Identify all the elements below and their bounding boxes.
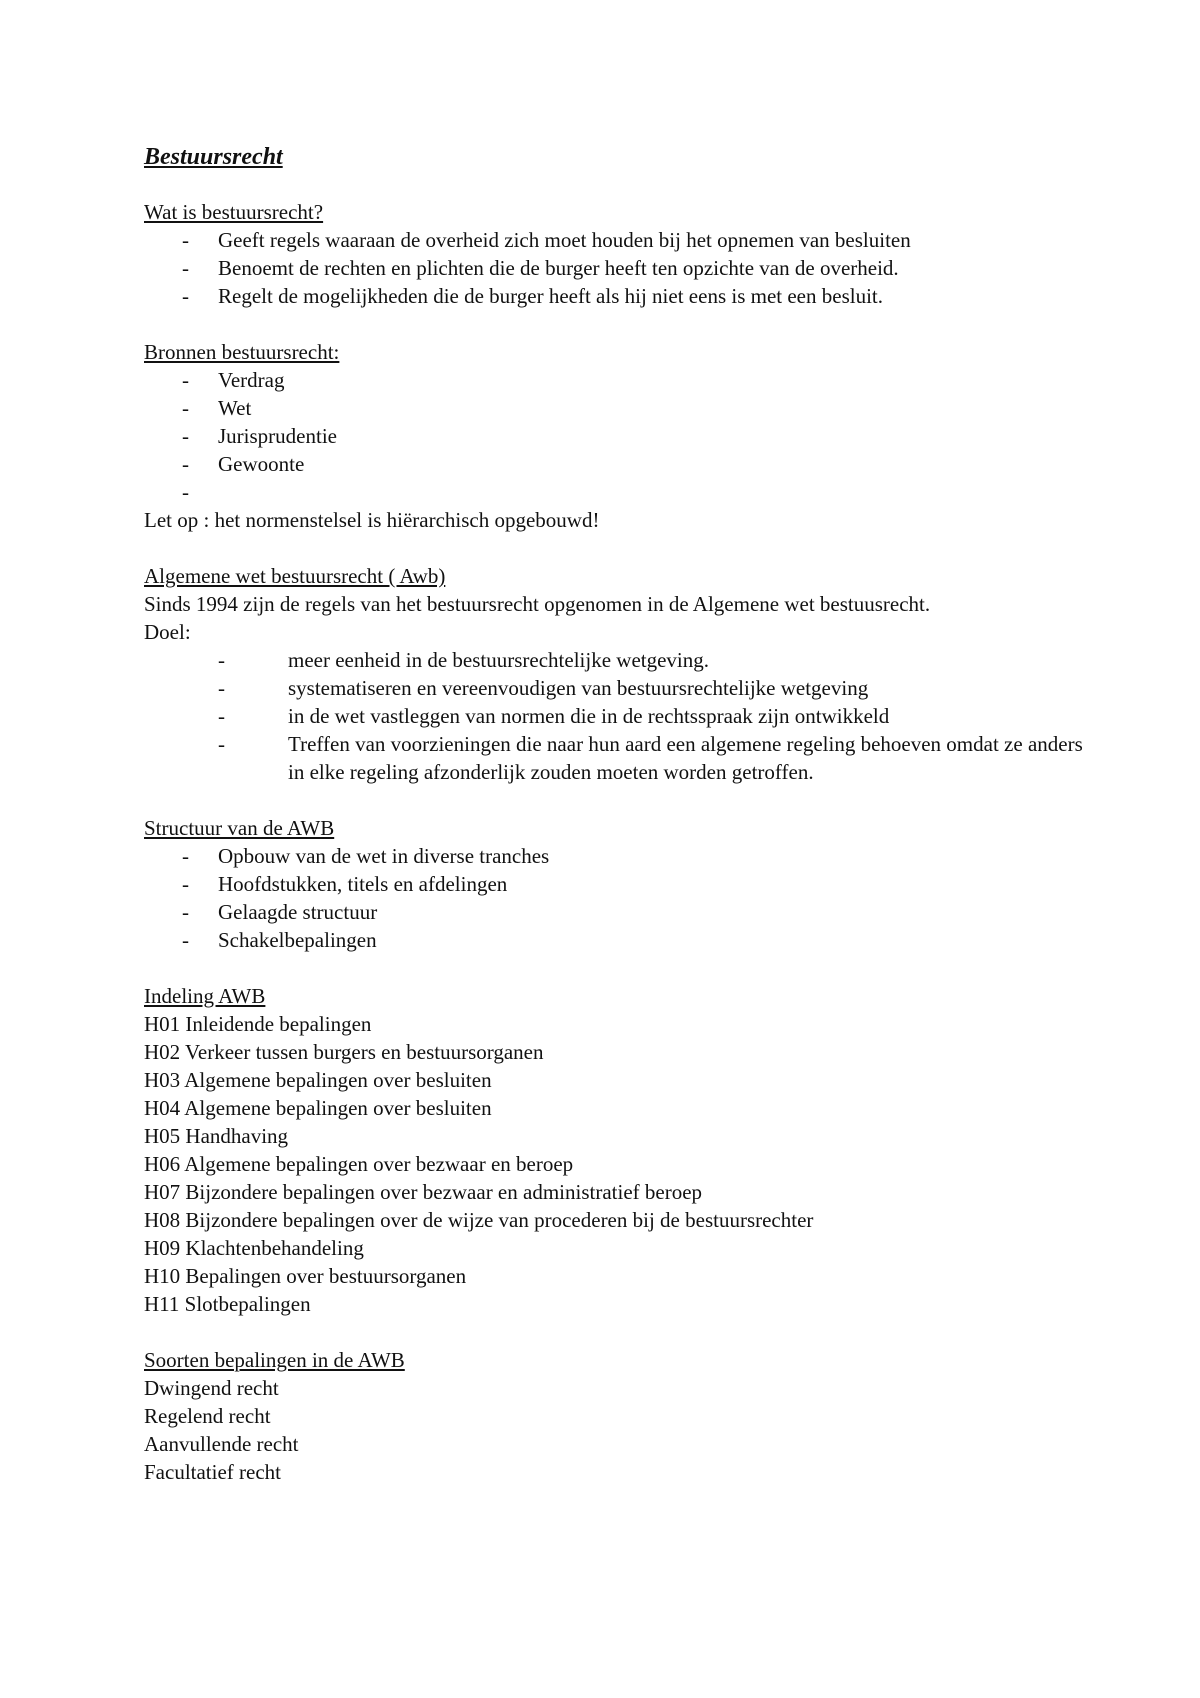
- chapter-line: H01 Inleidende bepalingen: [144, 1012, 372, 1036]
- list-item: [144, 450, 1084, 478]
- dash-bullet: -: [182, 424, 189, 448]
- note-normenstelsel: Let op : het normenstelsel is hiërarchisch opgebouwd!: [144, 508, 600, 532]
- dash-bullet: -: [218, 648, 225, 672]
- provision-type-line: Aanvullende recht: [144, 1432, 299, 1456]
- section-heading-soorten: Soorten bepalingen in de AWB: [144, 1348, 405, 1372]
- document-page: [144, 142, 1084, 1486]
- list-item: [144, 674, 1084, 702]
- dash-bullet: -: [218, 732, 225, 756]
- list-item-text: meer eenheid in de bestuursrechtelijke wetgeving.: [288, 648, 710, 672]
- dash-bullet: -: [218, 676, 225, 700]
- chapter-line: H02 Verkeer tussen burgers en bestuursorganen: [144, 1040, 544, 1064]
- spacer: [144, 786, 1084, 814]
- section-heading-awb: Algemene wet bestuursrecht ( Awb): [144, 564, 446, 588]
- list-item-text: Gelaagde structuur: [218, 900, 378, 924]
- section-heading-wat-is-bestuursrecht: Wat is bestuursrecht?: [144, 200, 324, 224]
- awb-intro: Sinds 1994 zijn de regels van het bestuursrecht opgenomen in de Algemene wet bestuusrecht.: [144, 592, 931, 616]
- list-item-text: Verdrag: [218, 368, 285, 392]
- spacer: [144, 310, 1084, 338]
- chapter-line: H11 Slotbepalingen: [144, 1292, 311, 1316]
- chapter-line: H05 Handhaving: [144, 1124, 289, 1148]
- chapter-line: H09 Klachtenbehandeling: [144, 1236, 364, 1260]
- list-item-text: Benoemt de rechten en plichten die de burger heeft ten opzichte van de overheid.: [218, 256, 899, 280]
- list-bronnen: [144, 366, 1084, 506]
- dash-bullet: -: [182, 872, 189, 896]
- list-item-text: systematiseren en vereenvoudigen van bestuursrechtelijke wetgeving: [288, 676, 869, 700]
- list-item-text: in de wet vastleggen van normen die in de rechtsspraak zijn ontwikkeld: [288, 704, 890, 728]
- chapter-line: H10 Bepalingen over bestuursorganen: [144, 1264, 467, 1288]
- dash-bullet: -: [182, 368, 189, 392]
- dash-bullet: -: [182, 256, 189, 280]
- list-item-text: Regelt de mogelijkheden die de burger heeft als hij niet eens is met een besluit.: [218, 284, 883, 308]
- list-wat-is-bestuursrecht: [144, 226, 1084, 310]
- list-item: [144, 646, 1084, 674]
- dash-bullet: -: [182, 900, 189, 924]
- list-item-text: Wet: [218, 396, 252, 420]
- provision-type-line: Facultatief recht: [144, 1460, 282, 1484]
- dash-bullet: -: [182, 396, 189, 420]
- provision-type-line: Dwingend recht: [144, 1376, 279, 1400]
- dash-bullet: -: [182, 480, 189, 504]
- list-item-text: Jurisprudentie: [218, 424, 337, 448]
- dash-bullet: -: [218, 704, 225, 728]
- list-item: [144, 926, 1084, 954]
- chapter-line: H07 Bijzondere bepalingen over bezwaar en administratief beroep: [144, 1180, 703, 1204]
- list-item: [144, 898, 1084, 926]
- list-item-text: Geeft regels waaraan de overheid zich moet houden bij het opnemen van besluiten: [218, 228, 911, 252]
- dash-bullet: -: [182, 284, 189, 308]
- chapter-line: H04 Algemene bepalingen over besluiten: [144, 1096, 492, 1120]
- dash-bullet: -: [182, 928, 189, 952]
- list-item: [144, 366, 1084, 394]
- document-title: Bestuursrecht: [144, 144, 283, 170]
- list-item-text: Gewoonte: [218, 452, 305, 476]
- list-item-empty: [144, 478, 1084, 506]
- list-item: [144, 226, 1084, 254]
- goal-label: Doel:: [144, 620, 191, 644]
- provision-type-line: Regelend recht: [144, 1404, 271, 1428]
- dash-bullet: -: [182, 228, 189, 252]
- list-item: [144, 254, 1084, 282]
- list-structuur: [144, 842, 1084, 954]
- spacer: [144, 954, 1084, 982]
- spacer: [144, 1318, 1084, 1346]
- list-item: [144, 842, 1084, 870]
- list-item: [144, 282, 1084, 310]
- dash-bullet: -: [182, 452, 189, 476]
- list-item-text: Schakelbepalingen: [218, 928, 377, 952]
- chapter-line: H08 Bijzondere bepalingen over de wijze van procederen bij de bestuursrechter: [144, 1208, 814, 1232]
- list-item: [144, 702, 1084, 730]
- list-item-text: Hoofdstukken, titels en afdelingen: [218, 872, 508, 896]
- list-item: [144, 870, 1084, 898]
- list-item-text: Treffen van voorzieningen die naar hun aard een algemene regeling behoeven omdat ze anders in elke regeling afzonderlijk zouden moeten worden getroffen.: [288, 732, 1083, 784]
- section-heading-bronnen: Bronnen bestuursrecht:: [144, 340, 340, 364]
- chapter-line: H03 Algemene bepalingen over besluiten: [144, 1068, 492, 1092]
- spacer: [144, 534, 1084, 562]
- list-doel: [144, 646, 1084, 786]
- list-item-text: Opbouw van de wet in diverse tranches: [218, 844, 550, 868]
- list-item: [144, 730, 1084, 786]
- section-heading-structuur: Structuur van de AWB: [144, 816, 335, 840]
- section-heading-indeling: Indeling AWB: [144, 984, 266, 1008]
- list-item: [144, 394, 1084, 422]
- dash-bullet: -: [182, 844, 189, 868]
- chapter-line: H06 Algemene bepalingen over bezwaar en beroep: [144, 1152, 574, 1176]
- list-item: [144, 422, 1084, 450]
